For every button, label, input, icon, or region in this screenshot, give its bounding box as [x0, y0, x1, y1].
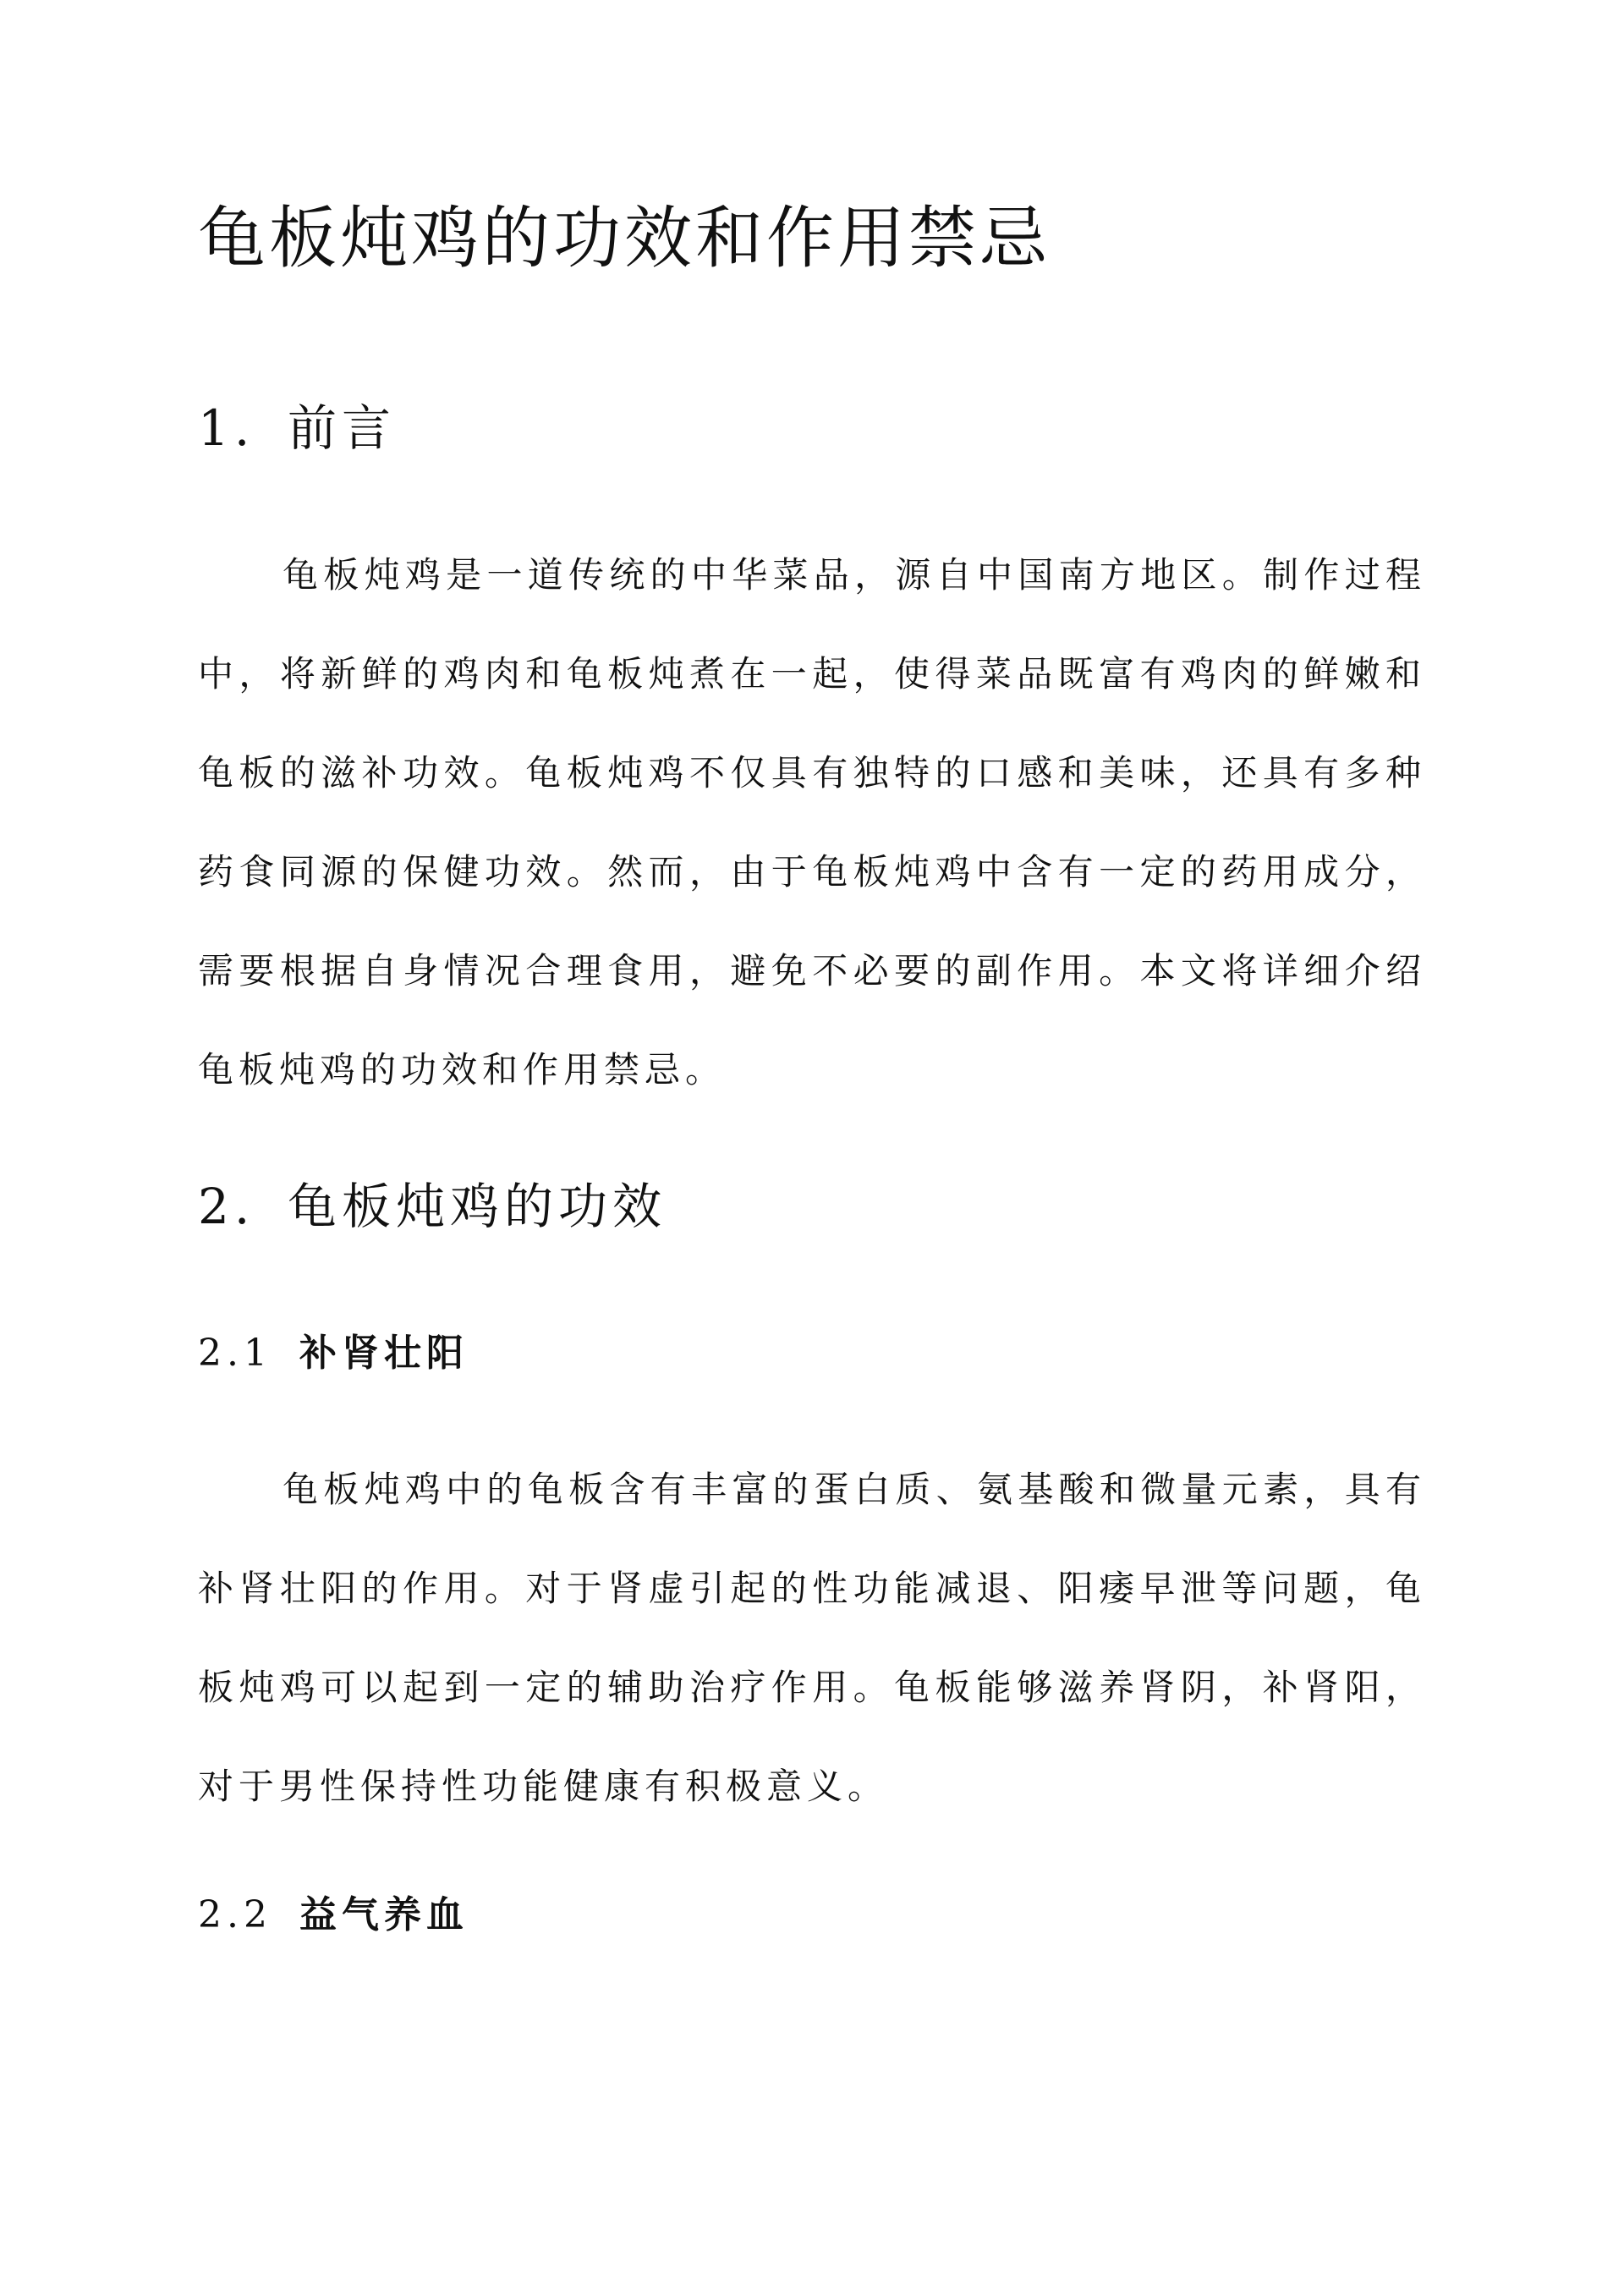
- subsection-heading-kidney: [198, 1327, 469, 1381]
- section-heading-preface: [198, 394, 396, 462]
- document-title: 龟板炖鸡的功效和作用禁忌: [198, 199, 1051, 277]
- subsection-heading-text: 益气养血: [299, 1893, 469, 1936]
- section-heading-benefits: [198, 1173, 667, 1240]
- subsection-heading-text: 补肾壮阳: [299, 1332, 469, 1375]
- section-heading-text: 龟板炖鸡的功效: [288, 1178, 667, 1235]
- section-number: 1.: [198, 399, 255, 457]
- section-number: 2.: [198, 1178, 255, 1235]
- kidney-paragraph: 龟板炖鸡中的龟板含有丰富的蛋白质、氨基酸和微量元素，具有补肾壮阳的作用。对于肾虚引起的性功能减退、阳痿早泄等问题，龟板炖鸡可以起到一定的辅助治疗作用。龟板能够滋养肾阴，补肾阳，对于男性保持性功能健康有积极意义。: [198, 1469, 1426, 1807]
- preface-paragraph: 龟板炖鸡是一道传统的中华菜品，源自中国南方地区。制作过程中，将新鲜的鸡肉和龟板炖煮在一起，使得菜品既富有鸡肉的鲜嫩和龟板的滋补功效。龟板炖鸡不仅具有独特的口感和美味，还具有多种药食同源的保健功效。然而，由于龟板炖鸡中含有一定的药用成分，需要根据自身情况合理食用，避免不必要的副作用。本文将详细介绍龟板炖鸡的功效和作用禁忌。: [198, 554, 1426, 1090]
- section-heading-text: 前言: [288, 399, 397, 457]
- subsection-heading-qi-blood: [198, 1888, 469, 1942]
- subsection-number: 2.1: [198, 1332, 272, 1375]
- subsection-number: 2.2: [198, 1893, 272, 1936]
